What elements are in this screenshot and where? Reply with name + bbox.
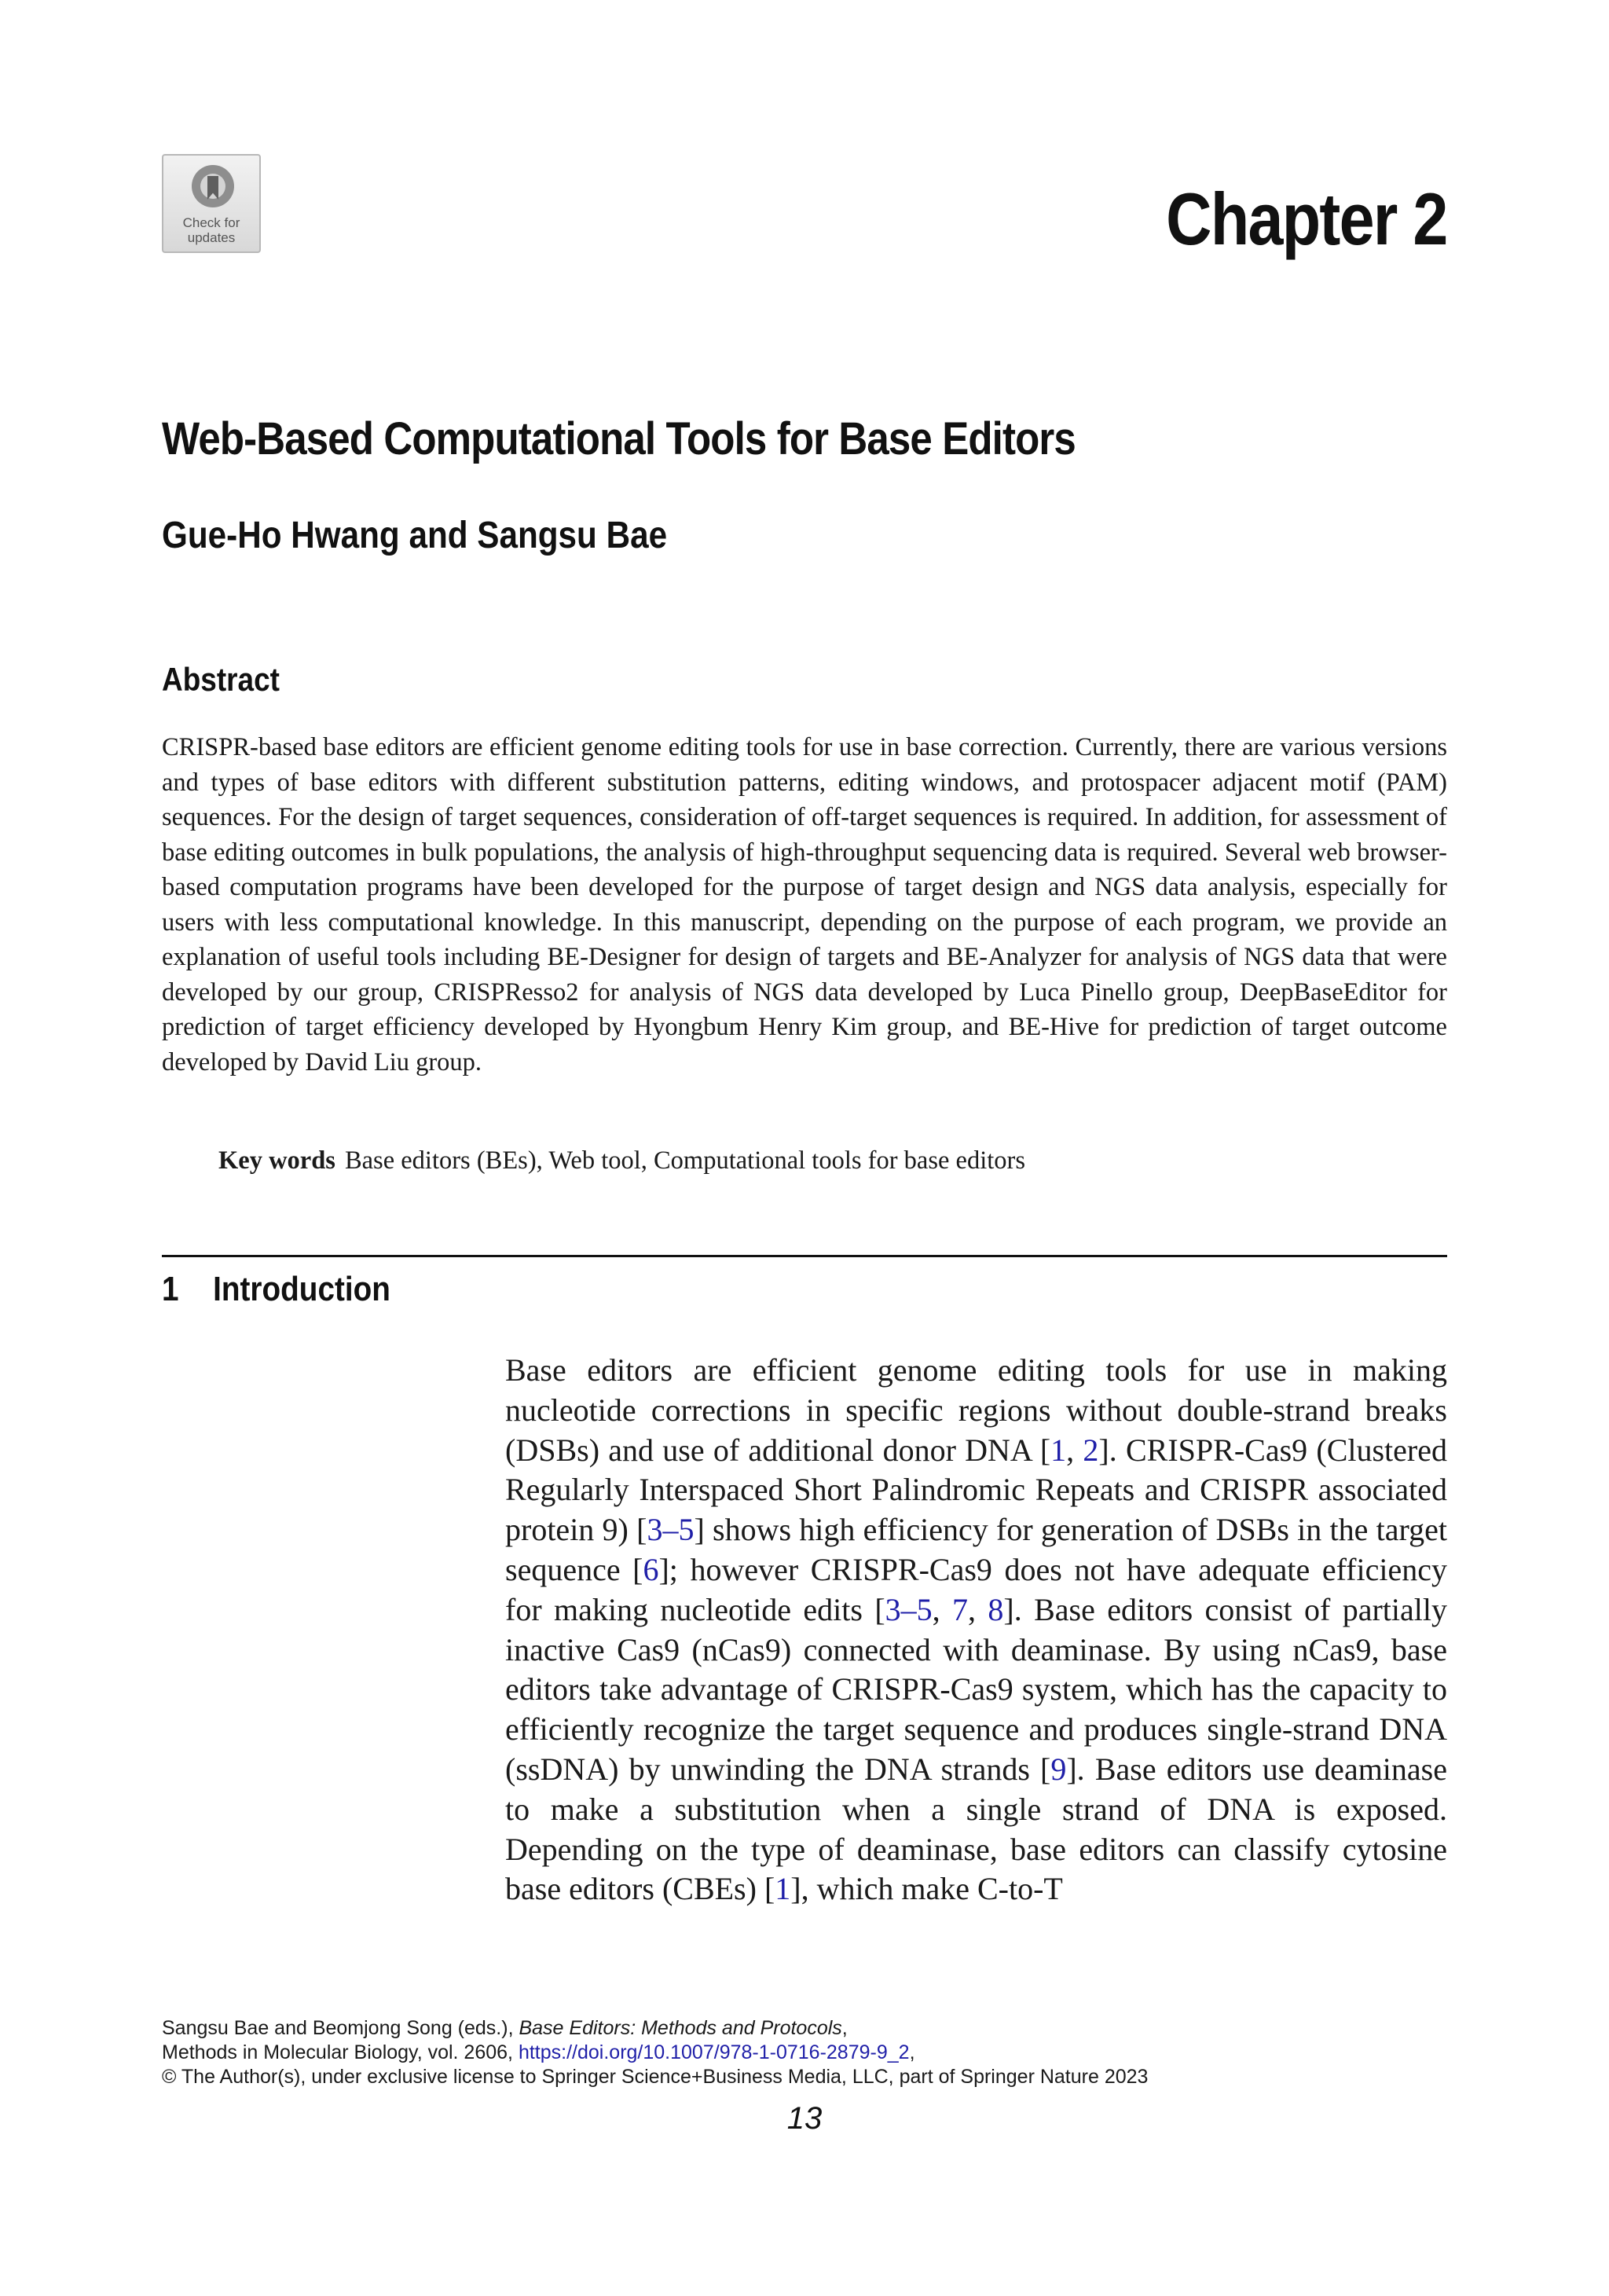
intro-text: ], which make C-to-T — [790, 1871, 1063, 1907]
page-number: 13 — [786, 2101, 823, 2136]
citation-link[interactable]: 3–5 — [885, 1591, 933, 1627]
section-heading — [162, 1267, 390, 1311]
keywords-text: Base editors (BEs), Web tool, Computational tools for base editors — [344, 1146, 1025, 1175]
paper-title: Web-Based Computational Tools for Base Editors — [162, 413, 1076, 464]
footer-line-1 — [162, 2016, 1497, 2041]
citation-link[interactable]: 1 — [1050, 1432, 1067, 1468]
footer-punct: , — [841, 2017, 848, 2039]
citation-separator: , — [1066, 1432, 1083, 1468]
citation-link[interactable]: 7 — [952, 1591, 969, 1627]
chapter-label: Chapter 2 — [1166, 178, 1447, 260]
publication-footer — [162, 2016, 1497, 2089]
author-list: Gue-Ho Hwang and Sangsu Bae — [162, 515, 668, 556]
citation-link[interactable]: 9 — [1050, 1751, 1067, 1787]
citation-separator: , — [932, 1591, 953, 1627]
keywords — [218, 1143, 1025, 1178]
doi-link[interactable]: https://doi.org/10.1007/978-1-0716-2879-9_2 — [518, 2041, 910, 2063]
footer-editors: Sangsu Bae and Beomjong Song (eds.), — [162, 2017, 519, 2039]
intro-text: ]. CRISPR-Cas9 (Clustered Regularly Interspaced Short Palindromic Repeats and CRISPR associated protein 9) [ — [505, 1432, 1448, 1548]
footer-book-title: Base Editors: Methods and Protocols — [519, 2017, 842, 2039]
intro-text: ] shows high efficiency for generation of DSBs in the target sequence [ — [505, 1512, 1447, 1587]
badge-line-2: updates — [187, 230, 236, 245]
intro-text: ]. Base editors consist of partially inactive Cas9 (nCas9) connected with deaminase. By using nCas9, base editors take advantage of CRISPR-Cas9 system, which has the capacity to efficiently recognize the target sequence and produces single-strand DNA (ssDNA) by unwinding the DNA strands [ — [505, 1591, 1448, 1787]
intro-text: Base editors are efficient genome editing tools for use in making nucleotide corrections in specific regions without double-strand breaks (DSBs) and use of additional donor DNA [ — [505, 1352, 1447, 1468]
citation-link[interactable]: 2 — [1083, 1432, 1099, 1468]
bookmark-icon — [192, 165, 234, 207]
footer-line-3: © The Author(s), under exclusive license to Springer Science+Business Media, LLC, part of Springer Nature 2023 — [162, 2066, 1149, 2088]
intro-text: ]; however CRISPR-Cas9 does not have adequate efficiency for making nucleotide edits [ — [505, 1551, 1447, 1627]
section-title: Introduction — [213, 1270, 390, 1308]
badge-label — [163, 215, 259, 245]
section-number: 1 — [162, 1270, 179, 1308]
citation-separator: , — [968, 1591, 988, 1627]
badge-line-1: Check for — [182, 215, 240, 230]
keywords-label: Key words — [218, 1146, 335, 1175]
citation-link[interactable]: 1 — [775, 1871, 791, 1907]
citation-link[interactable]: 3–5 — [647, 1512, 695, 1548]
abstract-heading: Abstract — [162, 661, 280, 698]
abstract-text: CRISPR-based base editors are efficient genome editing tools for use in base correction. Currently, there are various versions and types of base editors with different substitution patterns, editing windows, and protospacer adjacent motif (PAM) sequences. For the design of target sequences, consideration of off-target sequences is required. In addition, for assessment of base editing outcomes in bulk populations, the analysis of high-throughput sequencing data is required. Several web browser-based computation programs have been developed for the purpose of target design and NGS data analysis, especially for users with less computational knowledge. In this manuscript, depending on the purpose of each program, we provide an explanation of useful tools including BE-Designer for design of targets and BE-Analyzer for analysis of NGS data that were developed by our group, CRISPResso2 for analysis of NGS data developed by Luca Pinello group, DeepBaseEditor for prediction of target efficiency developed by Hyongbum Henry Kim group, and BE-Hive for prediction of target outcome developed by David Liu group. — [162, 733, 1447, 1076]
citation-link[interactable]: 8 — [988, 1591, 1004, 1627]
check-for-updates-badge[interactable] — [162, 154, 261, 253]
citation-link[interactable]: 6 — [643, 1551, 659, 1587]
footer-line-2 — [162, 2041, 1497, 2065]
footer-punct: , — [909, 2041, 915, 2063]
introduction-paragraph — [505, 1351, 1447, 1909]
section-divider — [162, 1255, 1447, 1257]
footer-series: Methods in Molecular Biology, vol. 2606, — [162, 2041, 519, 2063]
intro-text: ]. Base editors use deaminase to make a substitution when a single strand of DNA is exposed. Depending on the type of deaminase, base editors can classify cytosine base editors (CBEs) [ — [505, 1751, 1447, 1907]
